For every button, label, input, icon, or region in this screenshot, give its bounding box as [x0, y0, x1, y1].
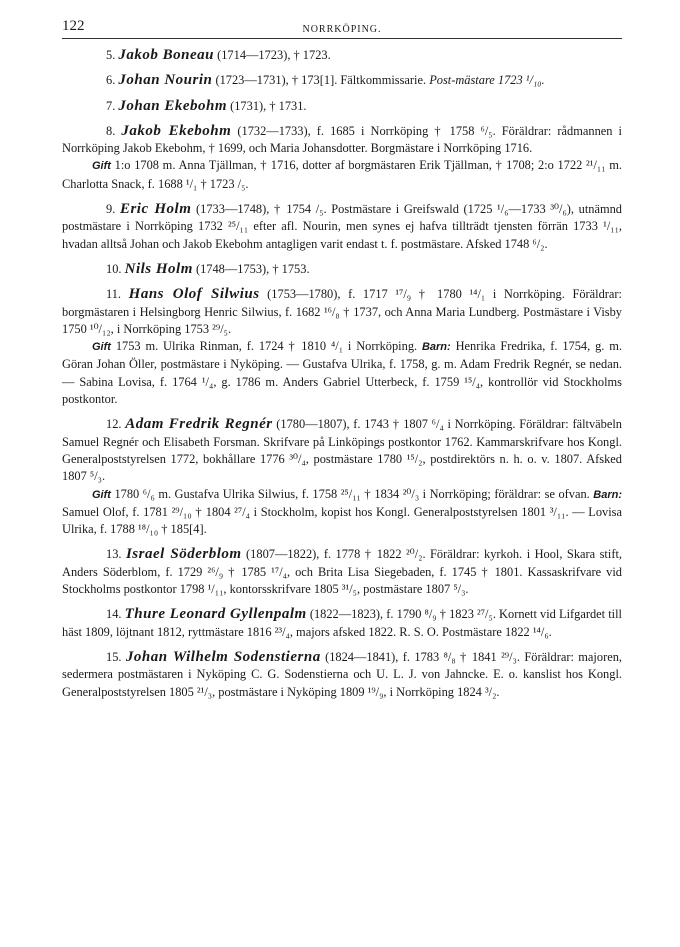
entry-name: Johan Ekebohm: [118, 97, 228, 114]
document-page: [62, 18, 622, 709]
entry-name: Johan Wilhelm Sodenstierna: [125, 648, 321, 665]
entry-7: [62, 98, 622, 115]
entry-text: (1807—1822), f. 1778 † 1822 ²⁰/₂. Föräldrar: kyrkoh. i Hool, Skara stift, Anders Söderblom, f. 1729 ²⁶/₉ † 1785 ¹⁷/₄, och Brita Lisa Siegebaden, f. 1745 † 1801. Kassaskrifvare vid Stockholms postkontor 1798 ¹/₁₁, kontorsskrifvare 1805 ³¹/₅, postmästare 1807 ⁵/₃.: [62, 547, 622, 597]
entry-name: Johan Nourin: [118, 72, 213, 89]
entry-name: Israel Söderblom: [125, 546, 242, 563]
entry-text: (1822—1823), f. 1790 ⁸/₉ † 1823 ²⁷/₅. Kornett vid Lifgardet till häst 1809, löjtnant 1812, ryttmästare 1816 ²³/₄, majors afsked 1822. R. S. O. Postmästare 1822 ¹⁴/₆.: [62, 607, 622, 639]
entry-13: [62, 546, 622, 598]
gift-label: Gift: [92, 488, 111, 501]
entry-number: 9.: [106, 202, 116, 217]
entry-12: [62, 416, 622, 538]
page-header: [62, 18, 622, 39]
entry-text: (1748—1753), † 1753.: [192, 261, 310, 276]
entry-name: Jakob Ekebohm: [121, 122, 232, 139]
entry-9: [62, 201, 622, 253]
entry-number: 11.: [106, 287, 122, 302]
entry-name: Adam Fredrik Regnér: [125, 416, 273, 433]
entry-number: 8.: [106, 123, 116, 138]
entry-name: Eric Holm: [119, 201, 192, 218]
entry-10: [62, 261, 622, 278]
entry-number: 10.: [106, 261, 122, 276]
entry-name: Hans Olof Silwius: [128, 286, 260, 303]
entry-text: (1733—1748), † 1754 /₅. Postmästare i Greifswald (1725 ¹/₆—1733 ³⁰/₆), utnämnd postmästare i Norrköping 1732 ²⁵/₁₁ efter afl. Nourin, men synes ej hafva tillträdt tjensten förrän 1733 ¹/₁₁, hvadan alltså Johan och Jakob Ekebohm antagligen varit endast t. f. postmästare. Afsked 1748 ⁶/₂.: [62, 202, 623, 251]
gift-text: 1780 ⁶/₆ m. Gustafva Ulrika Silwius, f. 1758 ²⁵/₁₁ † 1834 ²⁰/₃ i Norrköping; föräldrar: se ofvan.: [110, 486, 594, 501]
entry-text: (1824—1841), f. 1783 ⁸/₈ † 1841 ²⁹/₃. Föräldrar: majoren, sedermera postmästaren i Nyköping C. G. Sodenstierna och U. L. J. von Jahncke. E. o. kanslist hos Kongl. Generalpoststyrelsen 1805 ²¹/₃, postmästare i Nyköping 1809 ¹⁹/₉, i Norrköping 1824 ³/₂.: [62, 649, 622, 699]
entry-text: (1731), † 1731.: [227, 98, 307, 113]
entry-8: [62, 123, 622, 193]
entry-name: Nils Holm: [124, 260, 193, 277]
page-number: 122: [62, 18, 85, 34]
barn-text: Henrika Fredrika, f. 1754, g. m. Göran Johan Öller, postmästare i Nyköping. — Gustafva Ulrika, f. 1758, g. m. Adam Fredrik Regnér, se nedan. — Sabina Lovisa, f. 1764 ¹/₄, g. 1786 m. Anders Gabriel Utterbeck, f. 1759 ¹⁵/₄, kontrollör vid Stockholms postkontor.: [62, 339, 622, 407]
gift-label: Gift: [92, 341, 111, 354]
entry-15: [62, 649, 622, 701]
entry-text: (1780—1807), f. 1743 † 1807 ⁶/₄ i Norrköping. Föräldrar: fältväbeln Samuel Regnér och Elisabeth Forsman. Skrifvare på Linköpings postkontor 1762. Kammarskrifvare hos Kongl. Generalpoststyrelsen 1772, bokhållare 1776 ³⁰/₄, postmästare 1780 ¹⁵/₂, postdirektörs n. h. o. v. 1807. Afsked 1807 ⁵/₃.: [62, 417, 622, 484]
entry-extra: Post-mästare 1723 ¹/₁₀.: [429, 73, 545, 88]
gift-text: 1:o 1708 m. Anna Tjällman, † 1716, dotter af borgmästaren Erik Tjällman, † 1708; 2:o 1722 ²¹/₁₁ m. Charlotta Snack, f. 1688 ¹/₁ † 1723 /₅.: [62, 158, 622, 191]
entry-text: (1753—1780), f. 1717 ¹⁷/₉ † 1780 ¹⁴/₁ i Norrköping. Föräldrar: borgmästaren i Helsingborg Henric Silwius, f. 1682 ¹⁶/₈ † 1737, och Anna Maria Lundberg. Postmästare i Visby 1750 ¹⁰/₁₂, i Norrköping 1753 ²⁹/₅.: [62, 287, 622, 336]
entry-number: 5.: [106, 48, 116, 62]
entry-number: 13.: [106, 547, 122, 562]
entry-number: 6.: [106, 73, 116, 88]
barn-label: Barn:: [421, 341, 451, 354]
barn-label: Barn:: [593, 488, 622, 501]
entry-11: [62, 286, 622, 408]
entry-name: Thure Leonard Gyllenpalm: [124, 606, 307, 623]
gift-text: 1753 m. Ulrika Rinman, f. 1724 † 1810 ⁴/₁ i Norrköping.: [110, 339, 422, 354]
entry-text: (1723—1731), † 173[1]. Fältkommissarie.: [212, 73, 430, 88]
entry-6: [62, 72, 622, 89]
entry-5: [62, 47, 622, 64]
entry-number: 12.: [106, 417, 122, 432]
entry-14: [62, 606, 622, 641]
gift-label: Gift: [92, 160, 111, 173]
entry-text: (1714—1723), † 1723.: [214, 48, 331, 62]
entry-number: 14.: [106, 607, 122, 622]
entry-number: 15.: [106, 649, 122, 664]
barn-text: Samuel Olof, f. 1781 ²⁹/₁₀ † 1804 ²⁷/₄ i Stockholm, kopist hos Kongl. Generalpoststyrelsen 1801 ³/₁₁. — Lovisa Ulrika, f. 1788 ¹⁸/₁₀ † 185[4].: [62, 504, 622, 537]
entry-name: Jakob Boneau: [118, 47, 215, 63]
entry-number: 7.: [106, 98, 116, 113]
entry-text: (1732—1733), f. 1685 i Norrköping † 1758 ⁶/₅. Föräldrar: rådmannen i Norrköping Jakob Ekebohm, † 1699, och Maria Johansdotter. Borgmästare i Norrköping 1716.: [62, 123, 622, 156]
running-title: NORRKÖPING.: [302, 24, 382, 35]
